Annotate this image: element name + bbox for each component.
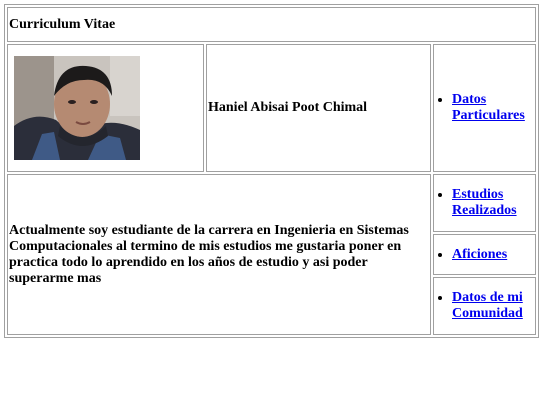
profile-photo: [14, 56, 140, 160]
photo-cell: [7, 44, 204, 172]
link-aficiones[interactable]: Aficiones: [452, 246, 508, 262]
profile-description: Actualmente soy estudiante de la carrera en Ingenieria en Sistemas Computacionales al termino de mis estudios me gustaria poner en practica todo lo aprendido en los años de estudio y asi poder superarme mas: [7, 174, 431, 335]
profile-name: Haniel Abisai Poot Chimal: [206, 44, 431, 172]
nav-cell-aficiones: [433, 234, 536, 275]
description-row-1: [7, 174, 536, 232]
nav-list: [440, 187, 535, 219]
nav-item-aficiones: [452, 247, 535, 263]
link-datos-particulares[interactable]: Datos Particulares: [452, 92, 525, 123]
link-datos-comunidad[interactable]: Datos de mi Comunidad: [452, 290, 523, 321]
title-row: [7, 7, 536, 42]
nav-cell-estudios-realizados: [433, 174, 536, 232]
cv-table: [4, 4, 539, 338]
profile-row: [7, 44, 536, 172]
nav-cell-datos-particulares: [433, 44, 536, 172]
nav-item-estudios-realizados: [452, 187, 535, 219]
nav-list: [440, 290, 535, 322]
link-estudios-realizados[interactable]: Estudios Realizados: [452, 187, 517, 218]
profile-photo-image: [14, 56, 140, 160]
nav-cell-datos-comunidad: [433, 277, 536, 335]
nav-item-datos-comunidad: [452, 290, 535, 322]
nav-list: [440, 247, 535, 263]
nav-list: [440, 92, 535, 124]
page-title: Curriculum Vitae: [7, 7, 536, 42]
nav-item-datos-particulares: [452, 92, 535, 124]
